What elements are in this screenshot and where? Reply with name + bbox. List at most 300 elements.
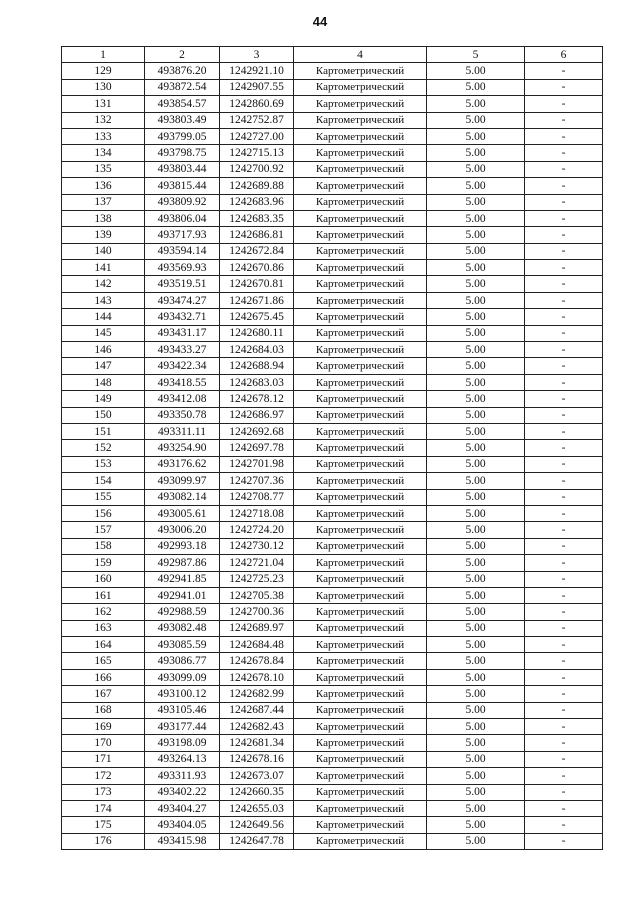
cell-point-number: 134 xyxy=(62,145,145,161)
cell-accuracy: 5.00 xyxy=(427,210,525,226)
cell-note: - xyxy=(525,456,603,472)
cell-coordinate-x: 493412.08 xyxy=(145,391,220,407)
cell-point-number: 140 xyxy=(62,243,145,259)
cell-note: - xyxy=(525,260,603,276)
cell-note: - xyxy=(525,800,603,816)
table-row xyxy=(62,473,603,489)
cell-coordinate-x: 493431.17 xyxy=(145,325,220,341)
cell-method: Картометрический xyxy=(294,407,427,423)
cell-coordinate-y: 1242671.86 xyxy=(220,292,294,308)
cell-point-number: 129 xyxy=(62,63,145,79)
cell-coordinate-y: 1242686.97 xyxy=(220,407,294,423)
cell-coordinate-y: 1242683.03 xyxy=(220,374,294,390)
cell-note: - xyxy=(525,227,603,243)
table-body xyxy=(62,63,603,850)
cell-method: Картометрический xyxy=(294,604,427,620)
cell-coordinate-x: 493422.34 xyxy=(145,358,220,374)
cell-method: Картометрический xyxy=(294,456,427,472)
cell-method: Картометрический xyxy=(294,620,427,636)
table-row xyxy=(62,161,603,177)
column-header: 6 xyxy=(525,47,603,63)
cell-accuracy: 5.00 xyxy=(427,620,525,636)
cell-coordinate-y: 1242701.98 xyxy=(220,456,294,472)
cell-accuracy: 5.00 xyxy=(427,79,525,95)
cell-coordinate-y: 1242683.96 xyxy=(220,194,294,210)
cell-method: Картометрический xyxy=(294,538,427,554)
cell-method: Картометрический xyxy=(294,505,427,521)
cell-method: Картометрический xyxy=(294,751,427,767)
cell-note: - xyxy=(525,505,603,521)
cell-method: Картометрический xyxy=(294,473,427,489)
cell-coordinate-x: 492993.18 xyxy=(145,538,220,554)
cell-coordinate-x: 493803.44 xyxy=(145,161,220,177)
cell-method: Картометрический xyxy=(294,555,427,571)
cell-note: - xyxy=(525,719,603,735)
cell-coordinate-x: 493404.27 xyxy=(145,800,220,816)
cell-note: - xyxy=(525,194,603,210)
cell-method: Картометрический xyxy=(294,571,427,587)
cell-accuracy: 5.00 xyxy=(427,637,525,653)
table-row xyxy=(62,604,603,620)
cell-note: - xyxy=(525,178,603,194)
cell-method: Картометрический xyxy=(294,79,427,95)
cell-coordinate-y: 1242907.55 xyxy=(220,79,294,95)
column-header: 3 xyxy=(220,47,294,63)
cell-method: Картометрический xyxy=(294,833,427,849)
cell-method: Картометрический xyxy=(294,686,427,702)
column-header: 2 xyxy=(145,47,220,63)
cell-accuracy: 5.00 xyxy=(427,456,525,472)
cell-method: Картометрический xyxy=(294,194,427,210)
cell-method: Картометрический xyxy=(294,96,427,112)
cell-method: Картометрический xyxy=(294,358,427,374)
cell-note: - xyxy=(525,653,603,669)
cell-accuracy: 5.00 xyxy=(427,505,525,521)
cell-accuracy: 5.00 xyxy=(427,292,525,308)
cell-coordinate-x: 492987.86 xyxy=(145,555,220,571)
cell-accuracy: 5.00 xyxy=(427,473,525,489)
cell-note: - xyxy=(525,161,603,177)
cell-coordinate-y: 1242681.34 xyxy=(220,735,294,751)
cell-accuracy: 5.00 xyxy=(427,391,525,407)
cell-coordinate-x: 493198.09 xyxy=(145,735,220,751)
cell-accuracy: 5.00 xyxy=(427,112,525,128)
table-row xyxy=(62,96,603,112)
table-row xyxy=(62,817,603,833)
cell-method: Картометрический xyxy=(294,653,427,669)
cell-coordinate-y: 1242686.81 xyxy=(220,227,294,243)
cell-coordinate-y: 1242708.77 xyxy=(220,489,294,505)
table-row xyxy=(62,342,603,358)
cell-method: Картометрический xyxy=(294,227,427,243)
cell-accuracy: 5.00 xyxy=(427,604,525,620)
cell-point-number: 141 xyxy=(62,260,145,276)
cell-coordinate-x: 493254.90 xyxy=(145,440,220,456)
cell-coordinate-x: 493876.20 xyxy=(145,63,220,79)
cell-accuracy: 5.00 xyxy=(427,178,525,194)
cell-note: - xyxy=(525,79,603,95)
cell-point-number: 166 xyxy=(62,669,145,685)
cell-coordinate-x: 493432.71 xyxy=(145,309,220,325)
cell-accuracy: 5.00 xyxy=(427,342,525,358)
cell-coordinate-x: 493569.93 xyxy=(145,260,220,276)
table-row xyxy=(62,587,603,603)
table-row xyxy=(62,194,603,210)
cell-note: - xyxy=(525,243,603,259)
cell-note: - xyxy=(525,325,603,341)
cell-method: Картометрический xyxy=(294,63,427,79)
cell-accuracy: 5.00 xyxy=(427,227,525,243)
cell-note: - xyxy=(525,522,603,538)
cell-coordinate-y: 1242673.07 xyxy=(220,768,294,784)
cell-point-number: 150 xyxy=(62,407,145,423)
cell-method: Картометрический xyxy=(294,440,427,456)
cell-accuracy: 5.00 xyxy=(427,358,525,374)
cell-coordinate-x: 493086.77 xyxy=(145,653,220,669)
cell-point-number: 133 xyxy=(62,128,145,144)
cell-method: Картометрический xyxy=(294,342,427,358)
cell-point-number: 145 xyxy=(62,325,145,341)
table-row xyxy=(62,653,603,669)
cell-coordinate-y: 1242724.20 xyxy=(220,522,294,538)
cell-accuracy: 5.00 xyxy=(427,571,525,587)
cell-coordinate-x: 493105.46 xyxy=(145,702,220,718)
cell-accuracy: 5.00 xyxy=(427,800,525,816)
cell-accuracy: 5.00 xyxy=(427,440,525,456)
cell-method: Картометрический xyxy=(294,719,427,735)
cell-accuracy: 5.00 xyxy=(427,260,525,276)
cell-point-number: 165 xyxy=(62,653,145,669)
cell-coordinate-y: 1242860.69 xyxy=(220,96,294,112)
cell-note: - xyxy=(525,702,603,718)
cell-coordinate-y: 1242678.10 xyxy=(220,669,294,685)
cell-point-number: 168 xyxy=(62,702,145,718)
cell-point-number: 158 xyxy=(62,538,145,554)
cell-note: - xyxy=(525,96,603,112)
cell-accuracy: 5.00 xyxy=(427,63,525,79)
cell-coordinate-y: 1242688.94 xyxy=(220,358,294,374)
cell-note: - xyxy=(525,817,603,833)
table-row xyxy=(62,702,603,718)
cell-coordinate-y: 1242730.12 xyxy=(220,538,294,554)
cell-note: - xyxy=(525,604,603,620)
cell-note: - xyxy=(525,620,603,636)
cell-accuracy: 5.00 xyxy=(427,243,525,259)
cell-point-number: 139 xyxy=(62,227,145,243)
cell-coordinate-y: 1242718.08 xyxy=(220,505,294,521)
cell-coordinate-y: 1242684.48 xyxy=(220,637,294,653)
cell-note: - xyxy=(525,276,603,292)
cell-point-number: 148 xyxy=(62,374,145,390)
cell-method: Картометрический xyxy=(294,391,427,407)
cell-point-number: 172 xyxy=(62,768,145,784)
cell-point-number: 130 xyxy=(62,79,145,95)
cell-point-number: 159 xyxy=(62,555,145,571)
cell-method: Картометрический xyxy=(294,128,427,144)
cell-note: - xyxy=(525,292,603,308)
cell-coordinate-y: 1242678.84 xyxy=(220,653,294,669)
cell-point-number: 176 xyxy=(62,833,145,849)
cell-method: Картометрический xyxy=(294,292,427,308)
cell-method: Картометрический xyxy=(294,669,427,685)
cell-coordinate-y: 1242707.36 xyxy=(220,473,294,489)
cell-coordinate-y: 1242683.35 xyxy=(220,210,294,226)
cell-point-number: 170 xyxy=(62,735,145,751)
table-row xyxy=(62,391,603,407)
cell-accuracy: 5.00 xyxy=(427,653,525,669)
cell-coordinate-x: 493798.75 xyxy=(145,145,220,161)
cell-coordinate-x: 493350.78 xyxy=(145,407,220,423)
cell-coordinate-y: 1242675.45 xyxy=(220,309,294,325)
cell-point-number: 163 xyxy=(62,620,145,636)
cell-note: - xyxy=(525,391,603,407)
cell-point-number: 169 xyxy=(62,719,145,735)
cell-point-number: 174 xyxy=(62,800,145,816)
table-row xyxy=(62,751,603,767)
cell-method: Картометрический xyxy=(294,145,427,161)
cell-accuracy: 5.00 xyxy=(427,423,525,439)
column-header: 4 xyxy=(294,47,427,63)
table-row xyxy=(62,571,603,587)
cell-note: - xyxy=(525,358,603,374)
page-number: 44 xyxy=(312,14,328,29)
cell-method: Картометрический xyxy=(294,161,427,177)
table-row xyxy=(62,620,603,636)
cell-coordinate-y: 1242715.13 xyxy=(220,145,294,161)
cell-point-number: 151 xyxy=(62,423,145,439)
cell-method: Картометрический xyxy=(294,768,427,784)
table-row xyxy=(62,79,603,95)
cell-coordinate-x: 493005.61 xyxy=(145,505,220,521)
cell-accuracy: 5.00 xyxy=(427,555,525,571)
cell-coordinate-y: 1242672.84 xyxy=(220,243,294,259)
table-row xyxy=(62,768,603,784)
header-row xyxy=(62,47,603,63)
cell-accuracy: 5.00 xyxy=(427,161,525,177)
cell-point-number: 143 xyxy=(62,292,145,308)
cell-point-number: 160 xyxy=(62,571,145,587)
cell-note: - xyxy=(525,669,603,685)
cell-accuracy: 5.00 xyxy=(427,145,525,161)
cell-coordinate-x: 493474.27 xyxy=(145,292,220,308)
cell-coordinate-x: 493717.93 xyxy=(145,227,220,243)
cell-coordinate-y: 1242687.44 xyxy=(220,702,294,718)
table-row xyxy=(62,456,603,472)
table-row xyxy=(62,243,603,259)
cell-method: Картометрический xyxy=(294,243,427,259)
table-row xyxy=(62,358,603,374)
cell-coordinate-y: 1242655.03 xyxy=(220,800,294,816)
cell-coordinate-x: 492988.59 xyxy=(145,604,220,620)
cell-coordinate-y: 1242649.56 xyxy=(220,817,294,833)
cell-accuracy: 5.00 xyxy=(427,587,525,603)
cell-accuracy: 5.00 xyxy=(427,735,525,751)
cell-accuracy: 5.00 xyxy=(427,686,525,702)
cell-point-number: 164 xyxy=(62,637,145,653)
cell-note: - xyxy=(525,587,603,603)
cell-accuracy: 5.00 xyxy=(427,817,525,833)
cell-accuracy: 5.00 xyxy=(427,702,525,718)
cell-coordinate-y: 1242727.00 xyxy=(220,128,294,144)
cell-coordinate-y: 1242692.68 xyxy=(220,423,294,439)
cell-point-number: 149 xyxy=(62,391,145,407)
table-row xyxy=(62,719,603,735)
cell-note: - xyxy=(525,63,603,79)
cell-point-number: 147 xyxy=(62,358,145,374)
cell-note: - xyxy=(525,473,603,489)
cell-note: - xyxy=(525,571,603,587)
cell-accuracy: 5.00 xyxy=(427,309,525,325)
cell-coordinate-y: 1242721.04 xyxy=(220,555,294,571)
cell-accuracy: 5.00 xyxy=(427,751,525,767)
table-row xyxy=(62,833,603,849)
cell-point-number: 173 xyxy=(62,784,145,800)
cell-coordinate-y: 1242700.36 xyxy=(220,604,294,620)
table-row xyxy=(62,292,603,308)
table-row xyxy=(62,210,603,226)
cell-note: - xyxy=(525,423,603,439)
cell-point-number: 132 xyxy=(62,112,145,128)
cell-method: Картометрический xyxy=(294,276,427,292)
cell-coordinate-x: 493806.04 xyxy=(145,210,220,226)
cell-point-number: 171 xyxy=(62,751,145,767)
table-row xyxy=(62,227,603,243)
cell-note: - xyxy=(525,374,603,390)
cell-note: - xyxy=(525,768,603,784)
cell-coordinate-x: 493404.05 xyxy=(145,817,220,833)
column-header: 5 xyxy=(427,47,525,63)
cell-coordinate-y: 1242705.38 xyxy=(220,587,294,603)
cell-note: - xyxy=(525,309,603,325)
cell-accuracy: 5.00 xyxy=(427,833,525,849)
table-row xyxy=(62,374,603,390)
cell-point-number: 167 xyxy=(62,686,145,702)
table-row xyxy=(62,800,603,816)
cell-point-number: 152 xyxy=(62,440,145,456)
cell-point-number: 131 xyxy=(62,96,145,112)
cell-method: Картометрический xyxy=(294,178,427,194)
cell-point-number: 142 xyxy=(62,276,145,292)
cell-coordinate-x: 493418.55 xyxy=(145,374,220,390)
cell-method: Картометрический xyxy=(294,309,427,325)
table-row xyxy=(62,145,603,161)
cell-coordinate-x: 493594.14 xyxy=(145,243,220,259)
cell-coordinate-x: 493799.05 xyxy=(145,128,220,144)
cell-note: - xyxy=(525,440,603,456)
cell-coordinate-x: 493433.27 xyxy=(145,342,220,358)
cell-note: - xyxy=(525,555,603,571)
cell-note: - xyxy=(525,833,603,849)
cell-note: - xyxy=(525,538,603,554)
cell-method: Картометрический xyxy=(294,587,427,603)
table-row xyxy=(62,260,603,276)
cell-coordinate-y: 1242670.86 xyxy=(220,260,294,276)
cell-point-number: 144 xyxy=(62,309,145,325)
table-row xyxy=(62,669,603,685)
cell-method: Картометрический xyxy=(294,784,427,800)
cell-coordinate-y: 1242700.92 xyxy=(220,161,294,177)
cell-note: - xyxy=(525,686,603,702)
cell-coordinate-y: 1242682.43 xyxy=(220,719,294,735)
coordinates-table xyxy=(61,46,603,850)
cell-coordinate-x: 493082.14 xyxy=(145,489,220,505)
table-row xyxy=(62,637,603,653)
cell-coordinate-y: 1242689.97 xyxy=(220,620,294,636)
cell-coordinate-x: 493264.13 xyxy=(145,751,220,767)
cell-point-number: 154 xyxy=(62,473,145,489)
cell-point-number: 162 xyxy=(62,604,145,620)
cell-method: Картометрический xyxy=(294,522,427,538)
cell-method: Картометрический xyxy=(294,800,427,816)
cell-method: Картометрический xyxy=(294,325,427,341)
cell-accuracy: 5.00 xyxy=(427,194,525,210)
cell-coordinate-y: 1242660.35 xyxy=(220,784,294,800)
table-row xyxy=(62,423,603,439)
cell-method: Картометрический xyxy=(294,637,427,653)
cell-coordinate-x: 492941.85 xyxy=(145,571,220,587)
cell-coordinate-x: 493311.93 xyxy=(145,768,220,784)
table-row xyxy=(62,112,603,128)
cell-accuracy: 5.00 xyxy=(427,719,525,735)
cell-method: Картометрический xyxy=(294,489,427,505)
table-row xyxy=(62,440,603,456)
cell-note: - xyxy=(525,784,603,800)
cell-coordinate-y: 1242682.99 xyxy=(220,686,294,702)
cell-coordinate-y: 1242680.11 xyxy=(220,325,294,341)
table-row xyxy=(62,489,603,505)
cell-accuracy: 5.00 xyxy=(427,522,525,538)
table-row xyxy=(62,178,603,194)
cell-coordinate-x: 493809.92 xyxy=(145,194,220,210)
cell-note: - xyxy=(525,735,603,751)
cell-method: Картометрический xyxy=(294,817,427,833)
cell-coordinate-y: 1242647.78 xyxy=(220,833,294,849)
cell-point-number: 137 xyxy=(62,194,145,210)
cell-coordinate-x: 493803.49 xyxy=(145,112,220,128)
cell-note: - xyxy=(525,145,603,161)
cell-coordinate-y: 1242684.03 xyxy=(220,342,294,358)
cell-point-number: 156 xyxy=(62,505,145,521)
cell-coordinate-x: 493872.54 xyxy=(145,79,220,95)
cell-point-number: 135 xyxy=(62,161,145,177)
cell-method: Картометрический xyxy=(294,112,427,128)
cell-coordinate-x: 493177.44 xyxy=(145,719,220,735)
cell-coordinate-y: 1242921.10 xyxy=(220,63,294,79)
cell-method: Картометрический xyxy=(294,735,427,751)
table-row xyxy=(62,735,603,751)
cell-coordinate-x: 493854.57 xyxy=(145,96,220,112)
cell-note: - xyxy=(525,407,603,423)
cell-accuracy: 5.00 xyxy=(427,96,525,112)
cell-method: Картометрический xyxy=(294,702,427,718)
table-row xyxy=(62,505,603,521)
cell-note: - xyxy=(525,751,603,767)
cell-accuracy: 5.00 xyxy=(427,538,525,554)
cell-accuracy: 5.00 xyxy=(427,669,525,685)
cell-note: - xyxy=(525,112,603,128)
cell-point-number: 153 xyxy=(62,456,145,472)
cell-accuracy: 5.00 xyxy=(427,374,525,390)
cell-coordinate-y: 1242697.78 xyxy=(220,440,294,456)
cell-note: - xyxy=(525,210,603,226)
cell-coordinate-x: 492941.01 xyxy=(145,587,220,603)
cell-point-number: 161 xyxy=(62,587,145,603)
cell-coordinate-y: 1242752.87 xyxy=(220,112,294,128)
cell-coordinate-x: 493006.20 xyxy=(145,522,220,538)
table-row xyxy=(62,538,603,554)
cell-point-number: 146 xyxy=(62,342,145,358)
table-row xyxy=(62,309,603,325)
